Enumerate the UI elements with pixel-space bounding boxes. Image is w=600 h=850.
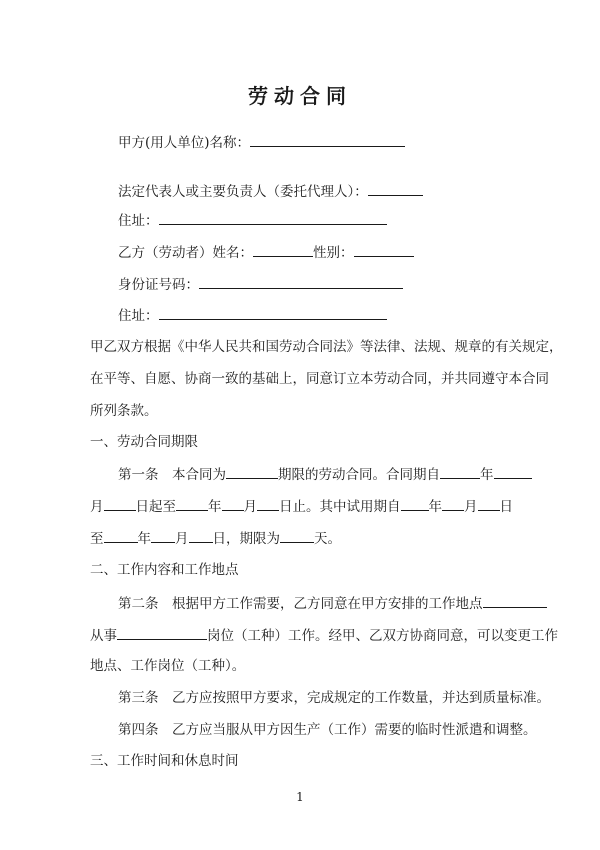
start-year-blank[interactable] — [440, 466, 480, 479]
employer-name-row — [118, 134, 405, 151]
year-unit: 年 — [137, 531, 151, 547]
month-unit: 月 — [90, 499, 104, 515]
id-label: 身份证号码： — [118, 277, 199, 293]
start-month-blank[interactable] — [494, 466, 532, 479]
probation-end-day-blank[interactable] — [189, 530, 213, 543]
engage-in-text: 从事 — [90, 628, 117, 644]
probation-end-year-blank[interactable] — [104, 530, 138, 543]
article1-text: 期限的劳动合同。合同期自 — [278, 467, 440, 483]
year-unit: 年 — [428, 499, 442, 515]
gender-blank[interactable] — [354, 244, 414, 257]
article4: 第四条 乙方应当服从甲方因生产（工作）需要的临时性派遣和调整。 — [118, 722, 537, 738]
end-year-blank[interactable] — [176, 498, 208, 511]
article2-lead: 第二条 根据甲方工作需要，乙方同意在甲方安排的工作地点 — [118, 596, 483, 612]
address1-blank[interactable] — [159, 212, 387, 225]
article1-line3 — [90, 530, 341, 547]
probation-start-day-blank[interactable] — [478, 498, 500, 511]
address1-label: 住址： — [118, 213, 159, 229]
address2-blank[interactable] — [159, 307, 387, 320]
start-day-blank[interactable] — [104, 498, 136, 511]
employee-name-blank[interactable] — [253, 244, 313, 257]
days-end-text: 天。 — [314, 531, 341, 547]
article2-line1 — [118, 595, 547, 612]
contract-type-blank[interactable] — [226, 466, 278, 479]
employee-row — [118, 244, 414, 261]
article1-line2 — [90, 498, 513, 515]
day-until-text: 日止。其中试用期自 — [279, 499, 401, 515]
address1-row — [118, 212, 387, 229]
article2-line2 — [90, 627, 558, 644]
year-unit: 年 — [208, 499, 222, 515]
employer-name-label: 甲方(用人单位)名称： — [118, 135, 251, 151]
day-from-text: 日起至 — [135, 499, 176, 515]
section2-heading: 二、工作内容和工作地点 — [90, 562, 239, 578]
employer-name-blank[interactable] — [250, 134, 405, 147]
preamble-line: 甲乙双方根据《中华人民共和国劳动合同法》等法律、法规、规章的有关规定， — [90, 339, 563, 355]
id-number-blank[interactable] — [199, 276, 403, 289]
to-text: 至 — [90, 531, 104, 547]
month-unit: 月 — [175, 531, 189, 547]
year-unit: 年 — [480, 467, 494, 483]
legal-rep-blank[interactable] — [368, 183, 423, 196]
article1-line1 — [118, 466, 532, 483]
employee-name-label: 乙方（劳动者）姓名： — [118, 245, 253, 261]
document-title: 劳动合同 — [248, 84, 352, 108]
duration-text: 日，期限为 — [212, 531, 280, 547]
probation-days-blank[interactable] — [280, 530, 314, 543]
address2-row — [118, 307, 387, 324]
id-row — [118, 276, 403, 293]
section3-heading: 三、工作时间和休息时间 — [90, 753, 239, 769]
page-number: 1 — [296, 790, 304, 804]
article1-lead: 第一条 本合同为 — [118, 467, 226, 483]
preamble-line: 所列条款。 — [90, 403, 158, 419]
work-location-blank[interactable] — [483, 595, 547, 608]
address2-label: 住址： — [118, 308, 159, 324]
month-unit: 月 — [243, 499, 257, 515]
job-position-blank[interactable] — [117, 627, 207, 640]
preamble-line: 在平等、自愿、协商一致的基础上，同意订立本劳动合同，并共同遵守本合同 — [90, 371, 549, 387]
probation-end-month-blank[interactable] — [151, 530, 175, 543]
day-unit: 日 — [499, 499, 513, 515]
legal-rep-row — [118, 183, 423, 200]
end-month-blank[interactable] — [222, 498, 244, 511]
probation-start-month-blank[interactable] — [442, 498, 464, 511]
article2-line3: 地点、工作岗位（工种）。 — [90, 658, 246, 674]
article2-text: 岗位（工种）工作。经甲、乙双方协商同意，可以变更工作 — [207, 628, 558, 644]
article3: 第三条 乙方应按照甲方要求，完成规定的工作数量，并达到质量标准。 — [118, 690, 550, 706]
section1-heading: 一、劳动合同期限 — [90, 434, 198, 450]
legal-rep-label: 法定代表人或主要负责人（委托代理人）： — [118, 184, 368, 200]
probation-start-year-blank[interactable] — [401, 498, 429, 511]
gender-label: 性别： — [313, 245, 354, 261]
end-day-blank[interactable] — [257, 498, 279, 511]
month-unit: 月 — [464, 499, 478, 515]
